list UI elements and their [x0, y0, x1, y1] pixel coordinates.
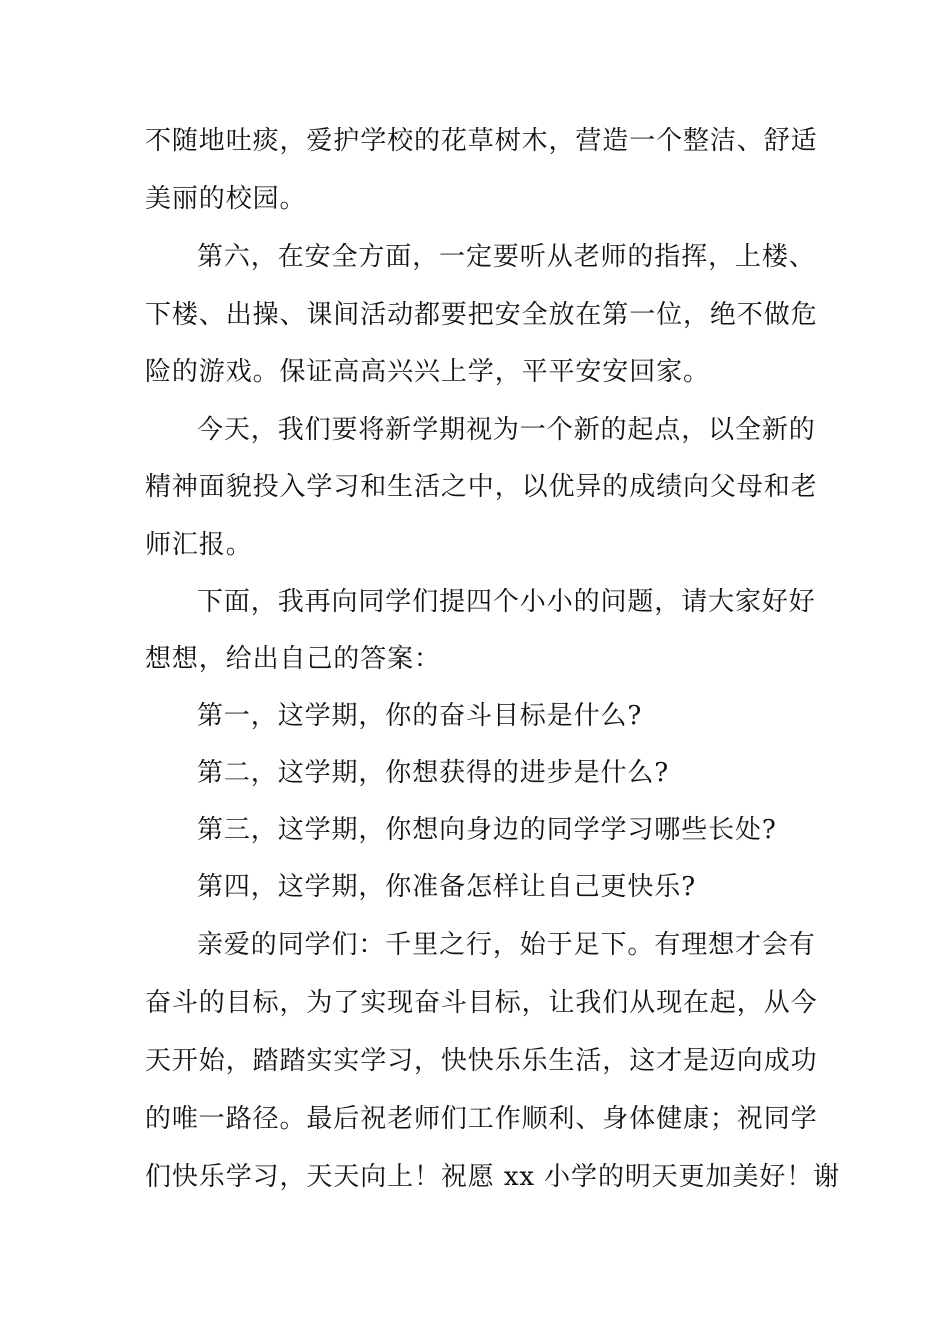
text-line: 险的游戏。保证高高兴兴上学，平平安安回家。: [145, 357, 710, 387]
text-line: 不随地吐痰，爱护学校的花草树木，营造一个整洁、舒适: [145, 126, 818, 156]
text-line: 奋斗的目标，为了实现奋斗目标，让我们从现在起，从今: [145, 988, 818, 1018]
text-line: 下楼、出操、课间活动都要把安全放在第一位，绝不做危: [145, 300, 818, 330]
text-line: 们快乐学习，天天向上！祝愿 xx 小学的明天更加美好！谢: [145, 1162, 841, 1192]
text-line: 精神面貌投入学习和生活之中，以优异的成绩向父母和老: [145, 472, 818, 502]
text-line: 师汇报。: [145, 530, 253, 560]
text-line: 天开始，踏踏实实学习，快快乐乐生活，这才是迈向成功: [145, 1046, 818, 1076]
text-line: 的唯一路径。最后祝老师们工作顺利、身体健康；祝同学: [145, 1104, 818, 1134]
question-line: 第一，这学期，你的奋斗目标是什么?: [197, 701, 643, 731]
paragraph-first-line: 第六，在安全方面，一定要听从老师的指挥，上楼、: [197, 242, 816, 272]
paragraph-first-line: 下面，我再向同学们提四个小小的问题，请大家好好: [197, 587, 816, 617]
question-line: 第四，这学期，你准备怎样让自己更快乐?: [197, 872, 697, 902]
question-line: 第三，这学期，你想向身边的同学学习哪些长处?: [197, 815, 777, 845]
question-line: 第二，这学期，你想获得的进步是什么?: [197, 758, 670, 788]
paragraph-first-line: 今天，我们要将新学期视为一个新的起点，以全新的: [197, 415, 816, 445]
text-line: 美丽的校园。: [145, 184, 307, 214]
text-line: 想想，给出自己的答案：: [145, 644, 441, 674]
paragraph-first-line: 亲爱的同学们：千里之行，始于足下。有理想才会有: [197, 930, 816, 960]
